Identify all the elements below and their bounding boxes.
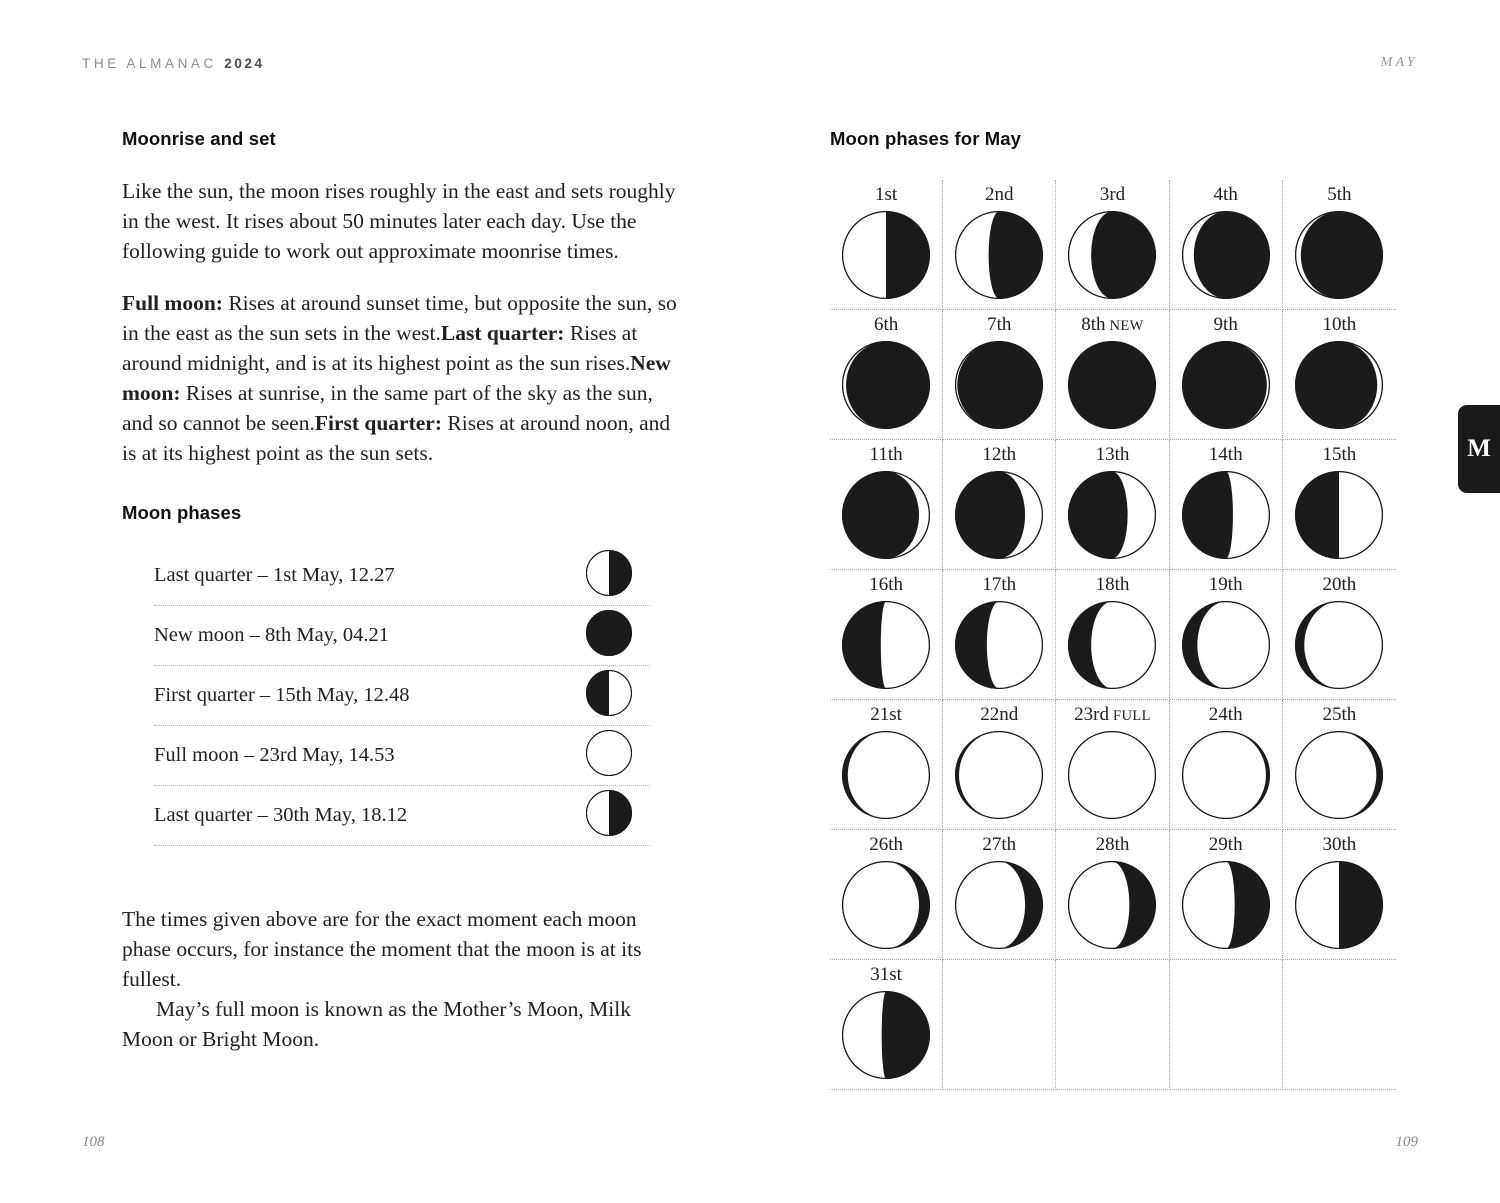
moon-day-label: 12th [982,444,1017,465]
moonrise-and-set-title: Moonrise and set [122,128,276,149]
moon-day-label: 9th [1213,314,1238,335]
moon-day-cell [1283,570,1396,700]
moon-phase-disc [1068,341,1156,429]
moon-day-label: 14th [1208,444,1243,465]
phase-definitions [122,288,687,468]
moon-day-label: 27th [982,834,1017,855]
moon-day-label: 3rd [1099,184,1126,205]
moon-phase-icon [586,670,632,721]
moon-phase-disc [955,861,1043,949]
moon-day-cell [830,310,943,440]
moon-day-label: 4th [1213,184,1238,205]
moon-day-label: 29th [1208,834,1243,855]
definition-term: Full moon: [122,291,223,315]
moon-day-cell [830,440,943,570]
phase-row [154,666,650,726]
intro-paragraph: Like the sun, the moon rises roughly in the east and sets roughly in the west. It rises about 50 minutes later each day. Use the following guide to work out approximate moonrise times. [122,179,676,263]
moon-day-cell [1056,700,1169,830]
moon-day-label: 23rd FULL [1074,704,1151,725]
phase-row [154,546,650,606]
closing-paragraph-1: The times given above are for the exact moment each moon phase occurs, for instance the moment that the moon is at its fullest. [122,907,642,991]
almanac-label: THE ALMANAC [82,56,217,71]
moon-phase-disc [1182,601,1270,689]
moon-phase-disc [955,211,1043,299]
moon-phase-disc [1068,861,1156,949]
left-column [122,128,687,1076]
definition-term: Last quarter: [440,321,565,345]
moon-day-label: 10th [1322,314,1357,335]
phase-label: New moon – 8th May, 04.21 [154,624,389,646]
moon-day-cell [1283,700,1396,830]
month-tab-may[interactable] [1458,405,1500,493]
moon-day-cell [1056,310,1169,440]
moon-day-label: 17th [982,574,1017,595]
moon-day-label: 21st [870,704,902,725]
moon-day-label: 19th [1208,574,1243,595]
moon-day-cell [943,700,1056,830]
definition-term: New moon: [122,351,671,405]
moon-phases-for-may-title: Moon phases for May [830,128,1022,149]
moon-phase-disc [842,991,930,1079]
moon-day-cell [1283,830,1396,960]
moon-phase-disc [1182,861,1270,949]
moon-day-label: 18th [1095,574,1130,595]
moon-day-cell-empty [943,960,1056,1090]
moon-day-label: 7th [987,314,1012,335]
moon-day-cell [830,960,943,1090]
moon-phase-disc [1295,601,1383,689]
moon-phase-disc [1295,861,1383,949]
moon-day-cell [943,830,1056,960]
moon-day-note: NEW [1105,318,1144,334]
moon-day-cell [830,570,943,700]
moon-day-cell [830,830,943,960]
moon-phase-disc [1182,731,1270,819]
moon-phase-icon [586,610,632,661]
moon-day-cell-empty [1056,960,1169,1090]
right-column [830,128,1400,1090]
definition-text: Rises at around sunset time, but opposite the sun, so in the east as the sun sets in the west. [122,291,677,345]
moon-phases-title: Moon phases [122,502,242,523]
moon-day-cell [1170,440,1283,570]
moon-phase-disc [1295,731,1383,819]
moon-day-cell [943,570,1056,700]
moon-day-cell [943,310,1056,440]
moon-phase-disc [1295,471,1383,559]
moon-phase-disc [842,731,930,819]
moon-day-cell [1283,440,1396,570]
moon-day-label: 24th [1208,704,1243,725]
moon-day-cell [1056,570,1169,700]
month-tab-letter: M [1467,435,1491,462]
phase-row [154,726,650,786]
moon-phase-disc [842,211,930,299]
moon-phase-disc [955,731,1043,819]
moon-day-cell [1056,830,1169,960]
moon-day-label: 26th [869,834,903,855]
definition-text: Rises at around midnight, and is at its highest point as the sun rises. [122,321,638,375]
moon-phase-disc [1068,601,1156,689]
moon-day-cell [1056,440,1169,570]
moon-day-label: 22nd [980,704,1019,725]
moon-day-cell [830,180,943,310]
moon-day-cell [1170,700,1283,830]
moon-day-cell [1056,180,1169,310]
moon-phase-disc [1295,211,1383,299]
phase-label: Last quarter – 30th May, 18.12 [154,804,408,826]
moon-day-label: 16th [869,574,903,595]
moon-day-cell-empty [1283,960,1396,1090]
moon-phase-disc [842,471,930,559]
moon-phase-disc [1068,211,1156,299]
moon-phase-disc [955,471,1043,559]
moon-phase-disc [842,341,930,429]
moon-day-label: 5th [1327,184,1352,205]
running-head-left [82,56,265,71]
moon-day-cell [1170,830,1283,960]
definition-text: Rises at sunrise, in the same part of the sky as the sun, and so cannot be seen. [122,381,653,435]
moon-day-label: 8th NEW [1081,314,1144,335]
phase-label: First quarter – 15th May, 12.48 [154,684,410,706]
moon-phase-disc [955,601,1043,689]
moon-phase-disc [1182,341,1270,429]
moon-phase-disc [1068,471,1156,559]
definition-term: First quarter: [314,411,443,435]
moon-day-label: 20th [1322,574,1357,595]
moon-day-cell [830,700,943,830]
moon-day-label: 28th [1095,834,1130,855]
phase-label: Last quarter – 1st May, 12.27 [154,564,395,586]
phase-label: Full moon – 23rd May, 14.53 [154,744,395,766]
moon-day-label: 11th [869,444,903,465]
running-head-month: MAY [1380,55,1418,70]
moon-day-note: FULL [1108,708,1151,724]
moon-day-cell [1170,180,1283,310]
almanac-year: 2024 [224,56,265,71]
moon-phase-icon [586,550,632,601]
moon-phase-disc [1068,731,1156,819]
moon-phases-table [154,546,650,846]
moon-phase-disc [1182,211,1270,299]
moon-phase-disc [842,601,930,689]
moon-day-label: 15th [1322,444,1357,465]
moon-day-cell [1170,310,1283,440]
moon-phase-icon [586,790,632,841]
moon-phase-disc [1182,471,1270,559]
moon-day-label: 25th [1322,704,1357,725]
moon-day-cell [1170,570,1283,700]
moon-day-label: 31st [870,964,902,985]
moon-day-cell-empty [1170,960,1283,1090]
moon-day-label: 2nd [985,184,1014,205]
page-number-left: 108 [82,1134,105,1150]
moon-day-label: 6th [873,314,899,335]
moon-phase-disc [955,341,1043,429]
moon-day-cell [1283,180,1396,310]
moon-phase-calendar-grid [830,180,1396,1090]
moon-day-cell [943,180,1056,310]
moon-day-label: 30th [1322,834,1357,855]
moon-phase-icon [586,730,632,781]
moon-day-cell [943,440,1056,570]
moon-day-label: 13th [1095,444,1130,465]
page-number-right: 109 [1395,1134,1418,1150]
phase-row [154,786,650,846]
definition-text: Rises at around noon, and is at its highest point as the sun sets. [122,411,671,465]
moon-phase-disc [842,861,930,949]
phase-row [154,606,650,666]
moon-phase-disc [1295,341,1383,429]
moon-day-cell [1283,310,1396,440]
moon-day-label: 1st [875,184,898,205]
closing-paragraph-2: May’s full moon is known as the Mother’s Moon, Milk Moon or Bright Moon. [122,997,631,1051]
